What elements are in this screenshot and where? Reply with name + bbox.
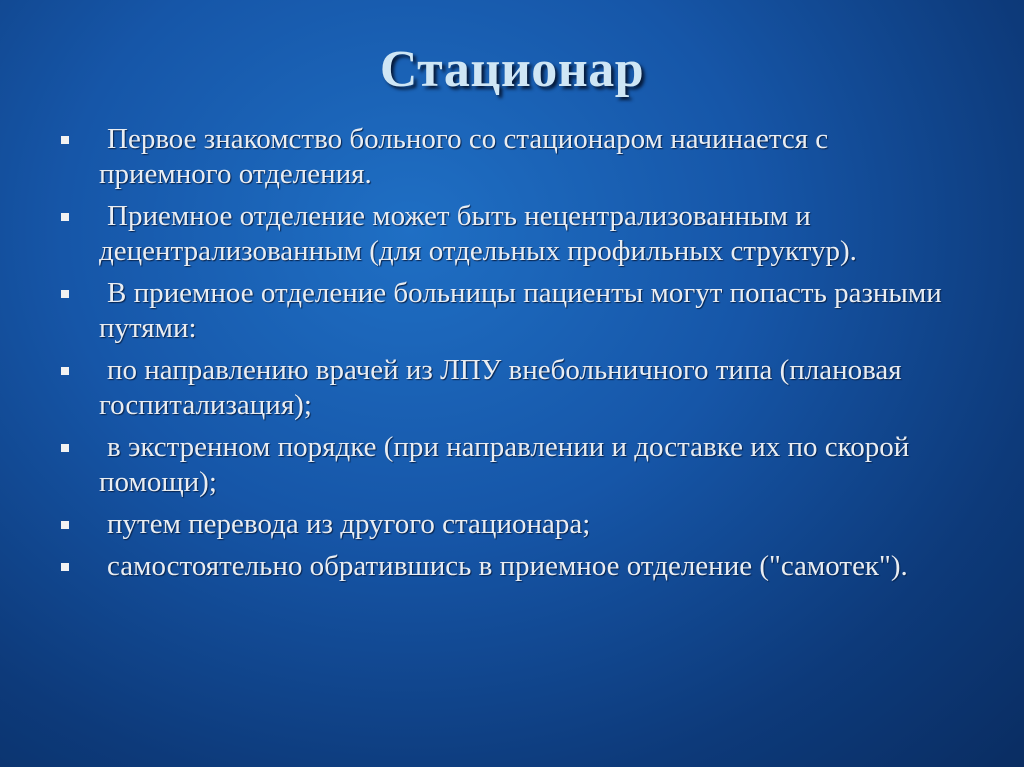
square-bullet-icon xyxy=(61,521,69,529)
list-item xyxy=(58,276,958,346)
list-item xyxy=(58,507,958,542)
list-item xyxy=(58,430,958,500)
list-item xyxy=(58,549,958,584)
square-bullet-icon xyxy=(61,136,69,144)
list-item xyxy=(58,353,958,423)
list-item xyxy=(58,122,958,192)
square-bullet-icon xyxy=(61,290,69,298)
bullet-text: В приемное отделение больницы пациенты могут попасть разными путями: xyxy=(99,277,942,344)
square-bullet-icon xyxy=(61,563,69,571)
slide-title: Стационар xyxy=(379,41,645,98)
square-bullet-icon xyxy=(61,213,69,221)
bullet-text: по направлению врачей из ЛПУ внебольничного типа (плановая госпитализация); xyxy=(99,354,902,421)
bullet-text: Приемное отделение может быть нецентрализованным и децентрализованным (для отдельных профильных структур). xyxy=(99,200,857,267)
bullet-list xyxy=(58,122,958,591)
bullet-text: путем перевода из другого стационара; xyxy=(107,508,591,540)
list-item xyxy=(58,199,958,269)
square-bullet-icon xyxy=(61,367,69,375)
square-bullet-icon xyxy=(61,444,69,452)
bullet-text: в экстренном порядке (при направлении и доставке их по скорой помощи); xyxy=(99,431,910,498)
bullet-text: самостоятельно обратившись в приемное отделение ("самотек"). xyxy=(107,550,908,582)
bullet-text: Первое знакомство больного со стационаром начинается с приемного отделения. xyxy=(99,123,829,190)
